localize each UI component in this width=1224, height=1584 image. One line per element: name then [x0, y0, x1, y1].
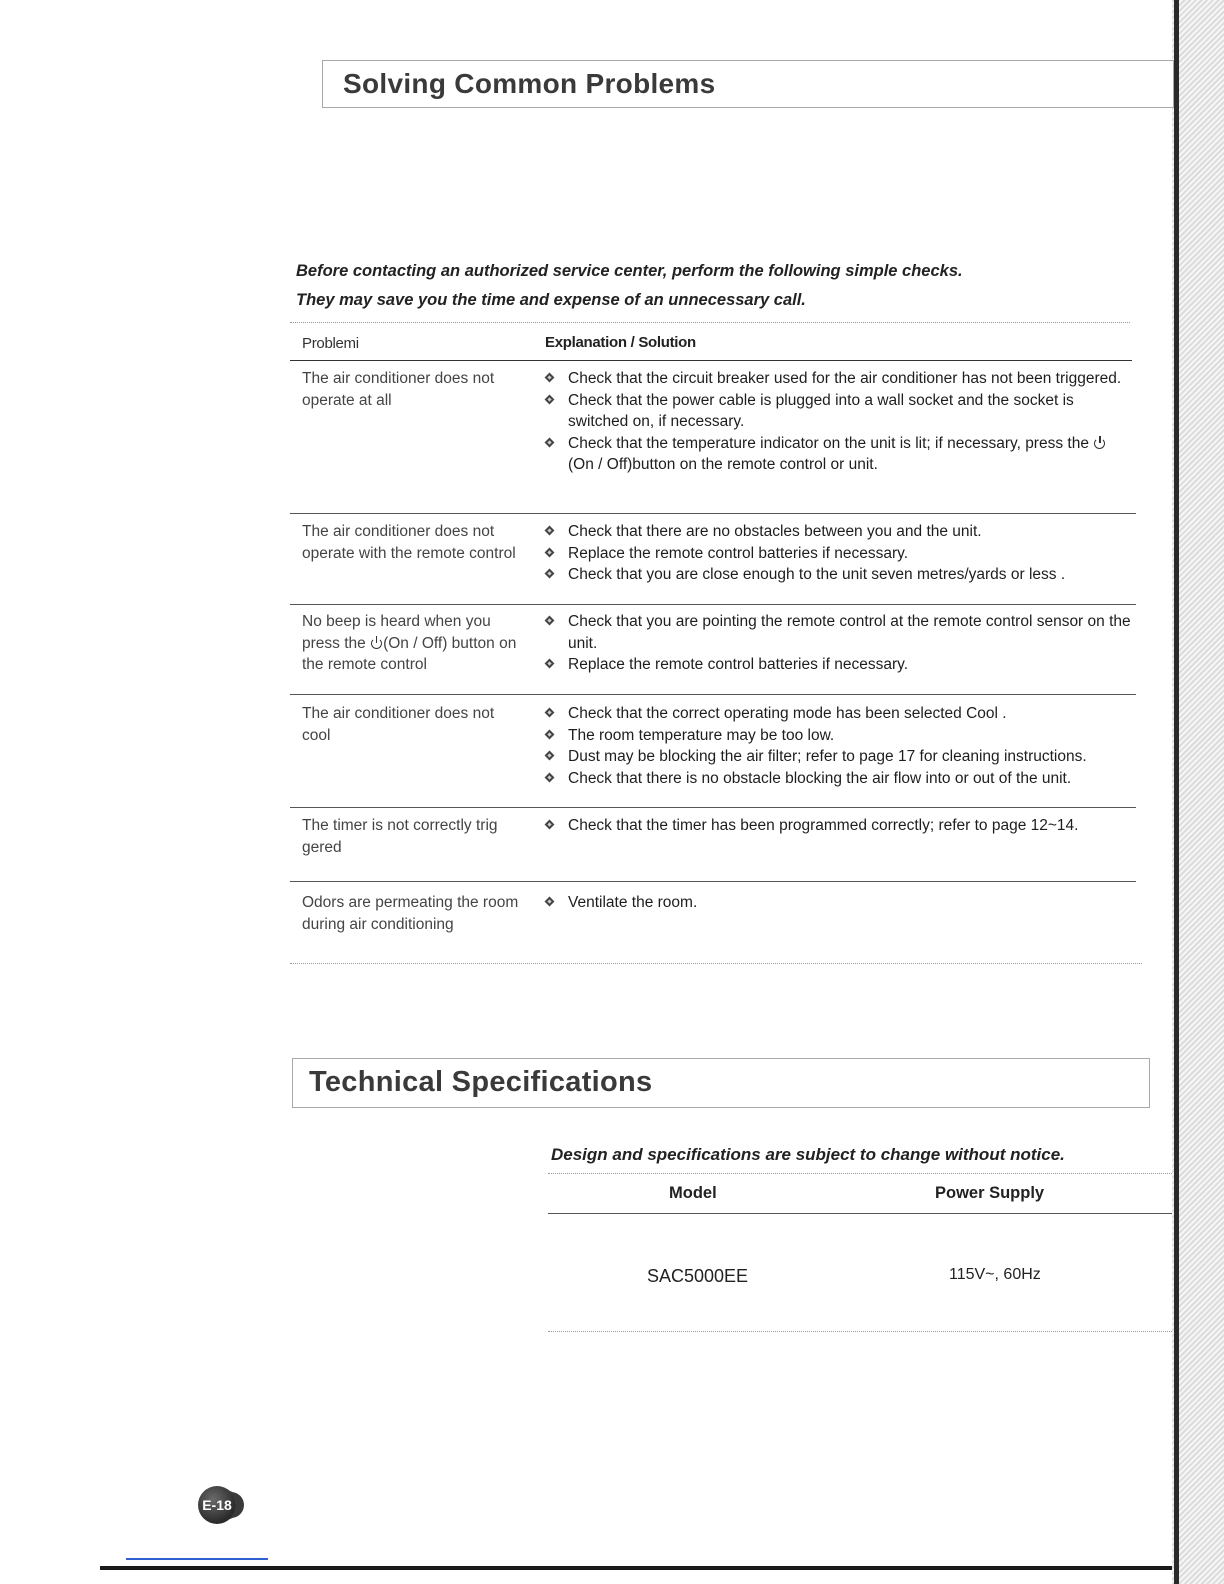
solution-item [542, 703, 1132, 725]
solution-list [542, 703, 1132, 789]
solution-text: Check that you are close enough to the unit seven metres/yards or less . [568, 566, 1066, 583]
spec-power-value: 115V~, 60Hz [949, 1266, 1041, 1283]
problem-text: The air conditioner does not operate at all [302, 370, 495, 409]
section-header-technical-specifications [292, 1058, 1150, 1108]
row-divider [290, 807, 1136, 808]
power-icon [1094, 436, 1105, 449]
page-number-badge: E-18 [198, 1486, 236, 1524]
diamond-bullet-icon [545, 616, 555, 626]
spec-model-value: SAC5000EE [647, 1266, 749, 1286]
section-title: Technical Specifications [309, 1066, 653, 1098]
solution-list [542, 368, 1132, 476]
diamond-bullet-icon [545, 548, 555, 558]
solution-item [542, 543, 1132, 565]
table-header-rule [290, 360, 1132, 361]
problem-text: Odors are permeating the room during air conditioning [302, 894, 519, 933]
solution-item [542, 746, 1132, 768]
solution-text: Check that you are pointing the remote control at the remote control sensor on the unit. [568, 613, 1131, 652]
solution-text: Ventilate the room. [568, 894, 698, 911]
diamond-bullet-icon [545, 395, 555, 405]
intro-line-2: They may save you the time and expense of an unnecessary call. [296, 291, 806, 309]
solution-item [542, 433, 1132, 476]
solution-text: Dust may be blocking the air filter; refer to page 17 for cleaning instructions. [568, 748, 1087, 765]
spec-header-power-supply: Power Supply [935, 1184, 1045, 1202]
specs-notice: Design and specifications are subject to change without notice. [551, 1145, 1065, 1164]
solution-list [542, 815, 1132, 837]
diamond-bullet-icon [545, 773, 555, 783]
solution-item [542, 611, 1132, 654]
section-title: Solving Common Problems [343, 68, 716, 99]
problem-text: The air conditioner does not operate with the remote control [302, 523, 516, 562]
intro-line-1: Before contacting an authorized service center, perform the following simple checks. [296, 262, 963, 280]
divider [548, 1331, 1172, 1332]
row-divider [290, 881, 1136, 882]
problem-text: The timer is not correctly trig gered [302, 817, 498, 856]
solution-text: The room temperature may be too low. [568, 726, 835, 744]
diamond-bullet-icon [545, 897, 555, 907]
solution-item [542, 725, 1132, 747]
row-divider [290, 694, 1136, 695]
solution-text: Check that there is no obstacle blocking the air flow into or out of the unit. [568, 769, 1072, 787]
diamond-bullet-icon [545, 438, 555, 448]
spec-header-rule [548, 1213, 1172, 1214]
solution-item [542, 390, 1132, 433]
column-header-problem: Problemi [302, 335, 359, 352]
solution-text: Replace the remote control batteries if necessary. [568, 656, 909, 673]
diamond-bullet-icon [545, 569, 555, 579]
solution-text: Replace the remote control batteries if necessary. [568, 544, 909, 562]
solution-text: Check that the circuit breaker used for the air conditioner has not been triggered. [568, 370, 1122, 387]
diamond-bullet-icon [545, 526, 555, 536]
solution-item [542, 768, 1132, 790]
solution-item [542, 521, 1132, 543]
column-header-solution: Explanation / Solution [545, 334, 696, 351]
problem-text: The air conditioner does not cool [302, 705, 495, 744]
solution-list [542, 521, 1132, 586]
page-edge-shading [1172, 0, 1224, 1584]
divider [548, 1173, 1172, 1174]
solution-list [542, 892, 1132, 914]
bottom-accent-line [126, 1558, 268, 1560]
table-end-divider [290, 963, 1142, 964]
page-edge-line [1174, 0, 1179, 1584]
solution-item [542, 892, 1132, 914]
diamond-bullet-icon [545, 373, 555, 383]
diamond-bullet-icon [545, 730, 555, 740]
solution-text: Check that the correct operating mode has been selected Cool . [568, 705, 1007, 722]
row-divider [290, 604, 1136, 605]
solution-text: Check that there are no obstacles between you and the unit. [568, 523, 982, 540]
problem-text: No beep is heard when you press the (On / Off) button on the remote control [302, 613, 517, 673]
solution-item [542, 815, 1132, 837]
power-icon [371, 636, 382, 649]
solution-text: Check that the timer has been programmed correctly; refer to page 12~14. [568, 817, 1079, 834]
solution-item [542, 368, 1132, 390]
diamond-bullet-icon [545, 751, 555, 761]
solution-text: Check that the power cable is plugged into a wall socket and the socket is switched on, if necessary. [568, 391, 1074, 430]
divider [290, 322, 1130, 323]
bottom-rule [100, 1566, 1172, 1570]
spec-header-model: Model [669, 1184, 717, 1202]
solution-item [542, 654, 1132, 676]
solution-list [542, 611, 1132, 676]
solution-item [542, 564, 1132, 586]
diamond-bullet-icon [545, 659, 555, 669]
diamond-bullet-icon [545, 820, 555, 830]
section-header-solving-problems [322, 60, 1174, 108]
solution-text: Check that the temperature indicator on the unit is lit; if necessary, press the (On / Off)button on the remote control or unit. [568, 435, 1106, 474]
diamond-bullet-icon [545, 708, 555, 718]
row-divider [290, 513, 1136, 514]
